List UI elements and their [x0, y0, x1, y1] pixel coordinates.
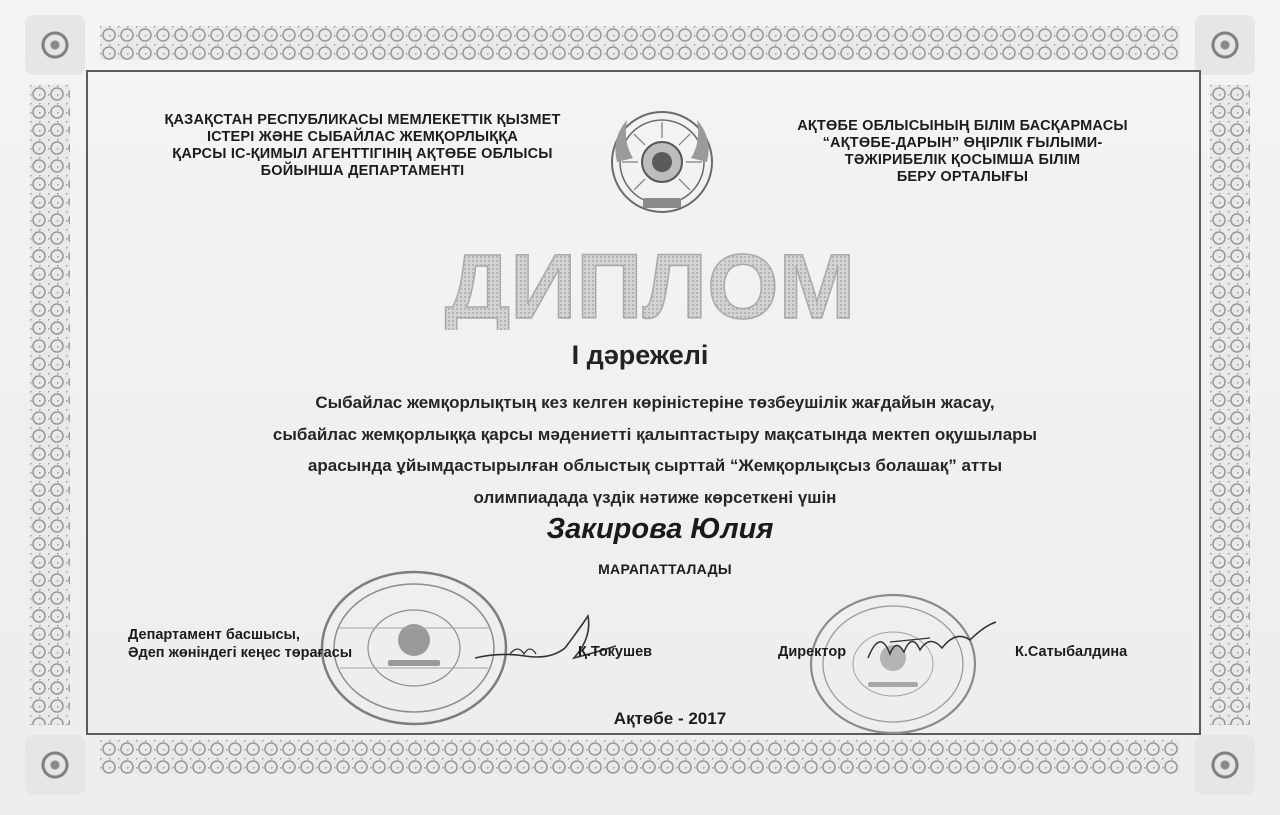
degree-label: І дәрежелі: [571, 340, 709, 370]
corner-ornament-icon: [25, 15, 85, 75]
header-left-line: ҚАРСЫ ІС-ҚИМЫЛ АГЕНТТІГІНІҢ АҚТӨБЕ ОБЛЫСЫ: [172, 146, 553, 162]
header-left-line: ҚАЗАҚСТАН РЕСПУБЛИКАСЫ МЕМЛЕКЕТТІК ҚЫЗМЕТ: [164, 112, 561, 128]
state-emblem-icon: [605, 108, 720, 216]
handwritten-signature-icon: [860, 618, 1000, 668]
award-reason-line: олимпиадада үздік нәтиже көрсеткені үшін: [473, 487, 837, 507]
corner-ornament-icon: [25, 735, 85, 795]
ornament-border-top: [100, 26, 1180, 60]
award-reason-line: сыбайлас жемқорлыққа қарсы мәдениетті қалыптастыру мақсатында мектеп оқушылары: [272, 424, 1038, 444]
diploma-title: [440, 240, 860, 330]
left-signatory-title-line: Департамент басшысы,: [128, 627, 300, 643]
diploma-title-text: ДИПЛОМ: [444, 240, 856, 330]
header-left-line: БОЙЫНША ДЕПАРТАМЕНТІ: [260, 163, 465, 179]
left-signatory-name: Қ.Токушев: [578, 644, 653, 660]
right-signatory-title: Директор: [778, 644, 847, 660]
corner-ornament-icon: [1195, 735, 1255, 795]
award-reason-line: Сыбайлас жемқорлықтың кез келген көріністеріне төзбеушілік жағдайын жасау,: [315, 393, 995, 412]
header-right-line: БЕРУ ОРТАЛЫҒЫ: [896, 169, 1029, 185]
header-left-line: ІСТЕРІ ЖӘНЕ СЫБАЙЛАС ЖЕМҚОРЛЫҚҚА: [206, 129, 519, 145]
recipient-name: Закирова Юлия: [546, 513, 774, 545]
header-right-organization: [760, 118, 1165, 186]
place-and-year: Ақтөбе - 2017: [613, 709, 727, 728]
award-reason: [140, 387, 1170, 513]
left-signatory-title: [128, 626, 428, 662]
awarded-label: МАРАПАТТАЛАДЫ: [598, 561, 732, 577]
corner-ornament-icon: [1195, 15, 1255, 75]
header-right-line: АҚТӨБЕ ОБЛЫСЫНЫҢ БІЛІМ БАСҚАРМАСЫ: [797, 118, 1128, 134]
header-right-line: ТӘЖІРИБЕЛІК ҚОСЫМША БІЛІМ: [844, 152, 1081, 168]
award-reason-line: арасында ұйымдастырылған облыстық сырттай “Жемқорлықсыз болашақ” атты: [307, 456, 1003, 475]
right-signatory-name: К.Сатыбалдина: [1015, 644, 1128, 660]
header-right-line: “АҚТӨБЕ-ДАРЫН” ӨҢІРЛІК ҒЫЛЫМИ-: [822, 135, 1103, 151]
ornament-border-right: [1210, 85, 1250, 725]
left-signatory-title-line: Әдеп жөніндегі кеңес төрағасы: [128, 645, 353, 661]
ornament-border-left: [30, 85, 70, 725]
ornament-border-bottom: [100, 740, 1180, 774]
header-left-organization: [110, 112, 615, 180]
